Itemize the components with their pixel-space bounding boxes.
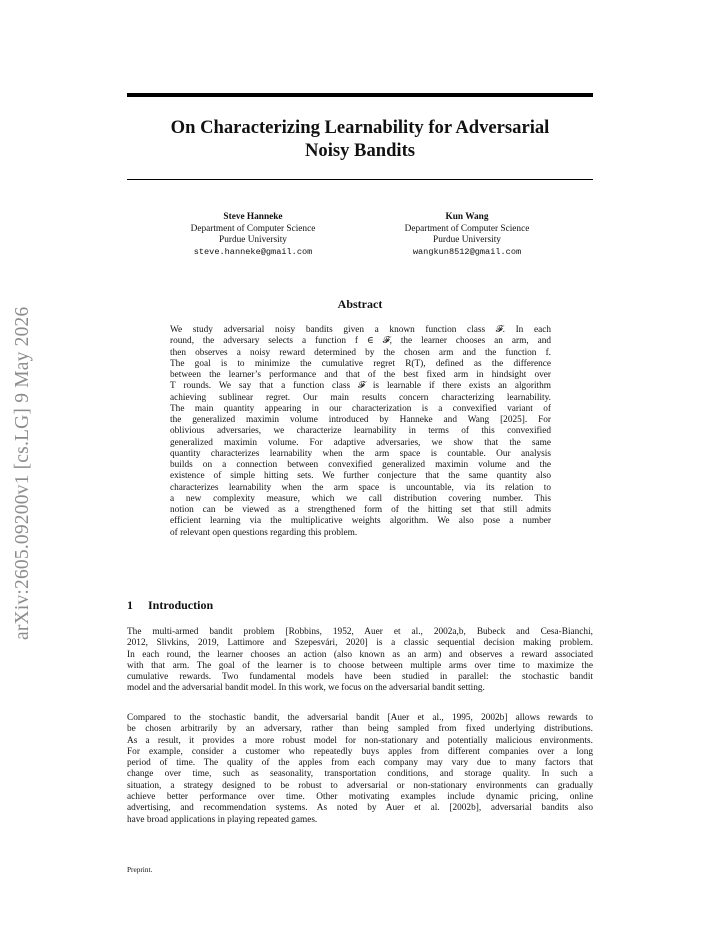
paragraph-line: achieve better performance over time. Other motivating examples include dynamic pricing, online <box>127 792 593 803</box>
abstract-line: We study adversarial noisy bandits given a known function class 𝓕. In each <box>170 325 551 335</box>
section-title: Introduction <box>148 598 214 612</box>
abstract-line: T rounds. We say that a function class 𝓕 is learnable if there exists an algorithm <box>170 381 551 392</box>
abstract-line: generalized maximin volume. For adaptive adversaries, we show that the same <box>170 437 551 448</box>
intro-paragraph-2 <box>127 713 593 826</box>
author-name: Kun Wang <box>445 212 489 222</box>
paragraph-line: As a result, it provides a more robust model for non-stationary and potentially malicious environments. <box>127 735 593 746</box>
abstract-line: efficient learning via the multiplicative weights algorithm. We also pose a number <box>170 516 551 527</box>
paragraph-line: In each round, the learner chooses an action (also known as an arm) and observes a reward associated <box>127 649 593 660</box>
abstract-line: characterizes learnability when the arm space is uncountable, via its relation to <box>170 482 551 493</box>
paragraph-line: be chosen arbitrarily by an adversary, rather than being sampled from fixed underlying distributions. <box>127 724 593 735</box>
paragraph-line: have broad applications in playing repeated games. <box>127 814 318 825</box>
paragraph-line: 2012, Slivkins, 2019, Lattimore and Szepesvári, 2020] is a classic sequential decision making problem. <box>127 638 593 649</box>
abstract-line: quantity characterizes learnability when the arm space is countable. Our analysis <box>170 448 551 459</box>
paragraph-line: period of time. The quality of the apples from each company may vary due to many factors that <box>127 758 593 769</box>
author-block <box>160 212 346 258</box>
paragraph-line: The multi-armed bandit problem [Robbins, 1952, Auer et al., 2002a,b, Bubeck and Cesa-Bianchi, <box>127 627 593 637</box>
title-line: Noisy Bandits <box>304 140 416 161</box>
section-number: 1 <box>127 598 133 612</box>
paragraph-line: situation, a strategy designed to be robust to adversarial or non-stationary environments can gradually <box>127 780 593 791</box>
intro-paragraph-1 <box>127 627 593 695</box>
abstract-line: the generalized maximin volume introduced by Hanneke and Wang [2025]. For <box>170 415 551 425</box>
abstract-line: a new complexity measure, which we call distribution covering number. This <box>170 493 551 504</box>
abstract-line: notion can be viewed as a strengthened form of the hitting set that still admits <box>170 505 551 515</box>
abstract-line: of relevant open questions regarding this problem. <box>170 527 358 538</box>
paragraph-line: model and the adversarial bandit model. In this work, we focus on the adversarial bandit setting. <box>127 683 485 694</box>
abstract-line: builds on a connection between convexified generalized maximin volume and the <box>170 460 551 470</box>
author-email[interactable]: wangkun8512@gmail.com <box>412 246 522 257</box>
author-university: Purdue University <box>219 235 287 245</box>
paragraph-line: For example, consider a customer who repeatedly buys apples from different companies over a long <box>127 746 593 757</box>
paragraph-line: cumulative rewards. Two fundamental models have been studied in parallel: the stochastic bandit <box>127 672 593 683</box>
abstract-line: The goal is to minimize the cumulative regret R(T), defined as the difference <box>170 358 551 369</box>
abstract-line: then observes a noisy reward determined by the chosen arm and the function f. <box>170 347 551 358</box>
paragraph-line: Compared to the stochastic bandit, the adversarial bandit [Auer et al., 1995, 2002b] allows rewards to <box>127 713 593 723</box>
abstract-line: between the learner’s performance and that of the best fixed arm in hindsight over <box>170 370 551 380</box>
author-department: Department of Computer Science <box>404 223 530 234</box>
abstract-line: The main quantity appearing in our characterization is a convexified variant of <box>170 403 551 414</box>
author-block <box>374 212 560 258</box>
abstract-body <box>170 325 551 539</box>
abstract-line: existence of simple hitting sets. We further conjecture that the same quantity also <box>170 471 551 482</box>
abstract-line: round, the adversary selects a function f ∈ 𝓕, the learner chooses an arm, and <box>170 336 551 347</box>
footer-preprint: Preprint. <box>127 865 153 874</box>
paper-title <box>127 116 593 162</box>
arxiv-identifier: arXiv:2605.09200v1 [cs.LG] 9 May 2026 <box>12 306 33 640</box>
author-department: Department of Computer Science <box>190 223 316 234</box>
section-heading <box>127 598 213 613</box>
title-bottom-rule <box>127 179 593 180</box>
title-line: On Characterizing Learnability for Adversarial <box>170 117 550 138</box>
paragraph-line: with that arm. The goal of the learner is to choose between multiple arms over time to maximize the <box>127 660 593 671</box>
paragraph-line: change over time, such as seasonality, transportation conditions, and storage quality. In such a <box>127 769 593 780</box>
abstract-line: achieving sublinear regret. Our main results concern characterizing learnability. <box>170 392 551 403</box>
abstract-heading: Abstract <box>337 297 383 311</box>
abstract-line: oblivious adversaries, we characterize learnability in terms of this convexified <box>170 426 551 437</box>
author-name: Steve Hanneke <box>223 212 283 222</box>
paragraph-line: advertising, and recommendation systems. As noted by Auer et al. [2002b], adversarial bandits also <box>127 803 593 814</box>
title-top-rule <box>127 93 593 97</box>
author-university: Purdue University <box>433 235 501 245</box>
author-email[interactable]: steve.hanneke@gmail.com <box>193 246 313 257</box>
